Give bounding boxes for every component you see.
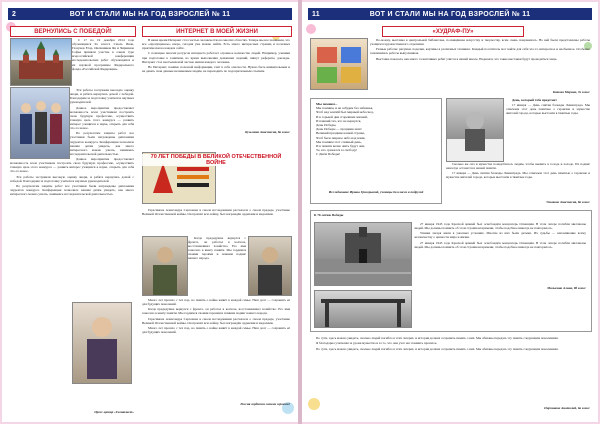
article-war-intro: Герасимова Александра Сергеевна в своем исследовании рассказала о своем прадеде, участнике Великой Отечественной войны. Он прошёл всю войну, был награждён орденами и медалями. (142, 208, 290, 217)
right-page (302, 2, 598, 422)
memorial-heading: К 70-летию Победы (314, 213, 344, 217)
caption-blockade-author: Ушакова Анастасия, 8а класс (546, 200, 590, 204)
section-title-internet: ИНТЕРНЕТ В МОЕЙ ЖИЗНИ (142, 26, 292, 37)
article-victory-intro: С 17 по 19 декабря 2014 года обучающиеся 9а класса Смоль Иван, Глазунов Егор, Овсянников Ян и Чирнинов Софья приняли участие в очном туре всероссийской конференции исследовательских работ обучающихся и их научной программы Федерального фонда «Российской Федерации». (72, 38, 134, 71)
header-title-right: ВОТ И СТАЛИ МЫ НА ГОД ВЗРОСЛЕЙ № 11 (369, 10, 531, 18)
article-blockade-body: Сколько же сил и мужества понадобилось людям, чтобы выжить в голоде и холоде. Их подвиг навсегда останется в нашей памяти. 17 января — День снятия блокады Ленинграда. Мы отмечаем этот день памятью о героизме и мужестве жителей города, которые выстояли в тяжёлые годы. (446, 162, 590, 180)
blockade-title: День, который тебе предстоит (512, 98, 557, 102)
article-war-middle: Когда прадедушка вернулся с фронта, он работал в колхозе, восстанавливал хозяйство. Его имя занесено в книгу памяти. Мы гордимся своими героями и помним подвиг нашего народа. (188, 236, 246, 261)
article-internet: В наше время Интернет стал частью человечества во многих областях. Теперь мы все понимаем, что все «пропущенное» вчера, сегодня уже можно найти. Есть много интересных страниц и полезных практически на каждом сайте. С помощью многих ресурсов интернета работает огромное количество людей. Например, ученики при подготовке к занятиям, во время выполнения домашних заданий, пишут рефераты, доклады. Интернет стал неотъемлемой частью жизни каждого человека. Но Интернет, помимо полезной информации, таит в себе опасности. Нужно быть внимательным и не давать свои данные незнакомым людям, не переходить по подозрительным ссылкам. (142, 38, 290, 74)
page-number-right: 11 (312, 10, 320, 18)
section-title-hudraf: «ХУДРАФ-ПУ» (382, 26, 524, 37)
veteran-photo (142, 236, 188, 296)
portrait-photo (72, 302, 132, 384)
exhibition-photo (310, 38, 368, 90)
camp-photo (314, 222, 412, 286)
section-title-70-years: 70 ЛЕТ ПОБЕДЫ В ВЕЛИКОЙ ОТЕЧЕСТВЕННОЙ ВОЙНЕ (142, 154, 290, 166)
section-title-victory: ВЕРНУЛИСЬ С ПОБЕДОЙ! (10, 26, 136, 37)
caption-exhibition-author: Котова Марина, 7а класс (552, 90, 590, 94)
caption-war-slogan: Россия гордится своими героями! (240, 402, 290, 406)
page-number: 2 (12, 10, 17, 18)
left-page (2, 2, 298, 422)
kremlin-photo (10, 38, 72, 86)
article-exhibition: По-моему, выставка в центральной библиотеке, посвящённая искусству и творчеству, всем очень понравилась. На ней были представлены работы учащихся художественного отделения. Разные работы: рисунки, поделки, картины в различных техниках. Каждый посетитель мог найти для себя что-то интересное и необычное. Особенно запомнились работы выпускников. Выставка показала, как много талантливых ребят учится в нашей школе. Надеемся, что такие выставки будут проводиться чаще. (370, 38, 590, 61)
camp-gate-photo (314, 290, 412, 328)
header-title: ВОТ И СТАЛИ МЫ НА ГОД ВЗРОСЛЕЙ № 11 (69, 10, 231, 18)
caption-press-center: Пресс-центр «Гимназист» (94, 410, 134, 414)
veteran-photo-2 (248, 236, 292, 296)
page-header-right (308, 8, 592, 20)
article-war-body: Много лет прошло с тех пор, но память о войне живёт в каждой семье. Наш долг — сохранить её для будущих поколений. Когда прадедушка вернулся с фронта, он работал в колхозе, восстанавливал хозяйство. Его имя занесено в книгу памяти. Мы гордимся своими героями и помним подвиг нашего народа. Герасимова Александра Сергеевна в своем исследовании рассказала о своем прадеде, участнике Великой Отечественной войны. Он прошёл всю войну, был награждён орденами и медалями. Много лет прошло с тех пор, но память о войне живёт в каждой семье. Наш долг — сохранить её для будущих поколений. (142, 298, 290, 335)
caption-poem: Исследование Ирины Григорьевой, ученицы 6а класса и подругой (328, 190, 424, 194)
caption-final-author: Парпинова Анатолий, 6а класс (544, 406, 590, 410)
blockade-photo (446, 98, 504, 162)
caption-memorial-author: Малыгина Алина, 8б класс (547, 286, 586, 290)
confetti-dot (306, 24, 316, 34)
caption-internet-author: Кузьмина Анастасия, 8а класс (245, 130, 290, 134)
article-blockade-intro: День, который тебе предстоит 17 января — День снятия блокады Ленинграда. Мы отмечаем этот день памятью о героизме и мужестве жителей города, которые выстояли в тяжёлые годы. (506, 98, 590, 116)
article-memorial: 27 января 1945 года Красной армией был освобождён концлагерь Освенцим. В этом лагере погибли миллионы людей. Мы должны помнить об этом страшном времени, чтобы подобное никогда не повторилось. Узники лагеря жили в ужасных условиях. Многие из них были детьми. Их судьбы — напоминание всему человечеству о ценности мира и жизни. 27 января 1945 года Красной армией был освобождён концлагерь Освенцим. В этом лагере погибли миллионы людей. Мы должны помнить об этом страшном времени, чтобы подобное никогда не повторилось. (414, 222, 586, 249)
article-victory-body: Эти работы заслужили высокую оценку жюри, и ребята вернулись домой с победой. Благодарим за подготовку учителя и научных руководителей. Данное мероприятие предоставляет возможность всем участникам построить свою будущую профессию, осуществить главную цель этого конкурса — развить интерес учащихся к науке, открыть для себя что-то новое. По результатам защиты работ все участники были награждены дипломами лауреатов конкурса. Конференция позволила нашим детям увидеть, как много интересного можно узнать, занимаясь исследовательской деятельностью. Данное мероприятие предоставляет возможность всем участникам построить свою будущую профессию, осуществить главную цель этого конкурса — развить интерес учащихся к науке, открыть для себя что-то новое. Эти работы заслужили высокую оценку жюри, и ребята вернулись домой с победой. Благодарим за подготовку учителя и научных руководителей. По результатам защиты работ все участники были награждены дипломами лауреатов конкурса. Конференция позволила нашим детям увидеть, как много интересного можно узнать, занимаясь исследовательской деятельностью. (10, 88, 134, 197)
article-final: По сути, здесь можно увидеть, сколько людей погибло в этих лагерях, и история должна сохранить память о них. Мы обязаны передать эту память следующим поколениям. Я благодарна учителям за уроки мужества и за то, что они учат нас помнить прошлое. По сути, здесь можно увидеть, сколько людей погибло в этих лагерях, и история должна сохранить память о них. Мы обязаны передать эту память следующим поколениям. (316, 336, 559, 351)
page-header (8, 8, 292, 20)
poem: Мы помним... Мы помним, и не забудем без забвенья, Чтоб над землёй был мирный небосвод, И в горькой дни сгоревших жизней, И павший тех, кто не вернулся, День Победы, День Победы — праздник наш! Великий праздник нашей страны, Чтоб было мирное небо над нами, Мы помним этот славный день, И в памяти вечно жить будут они, Те, кто сражался за свободу! С Днём Победы! (316, 102, 436, 157)
poem-title: Мы помним... (316, 102, 338, 106)
